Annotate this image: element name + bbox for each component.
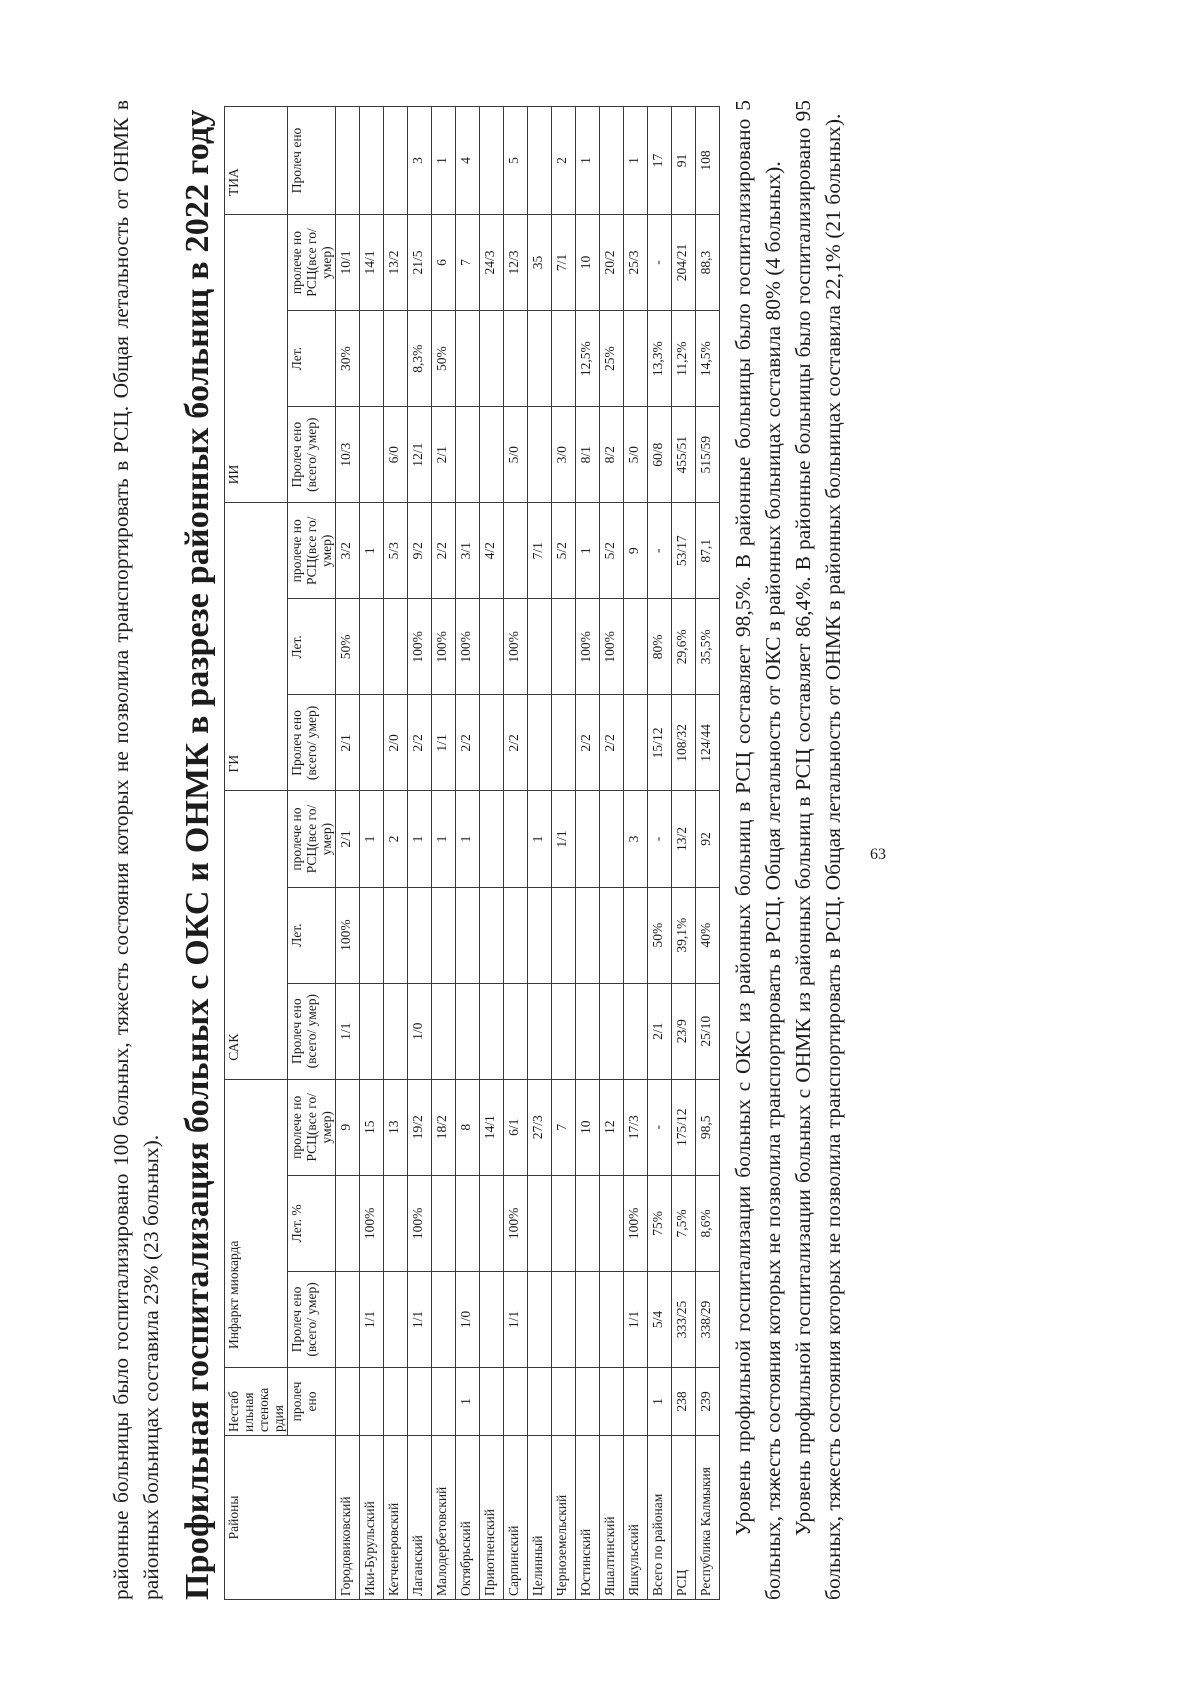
table-cell: 5/0 [504,407,528,503]
table-cell: 6/0 [384,407,408,503]
table-cell [624,887,648,983]
district-name-cell: Кетченеровский [384,1435,408,1599]
table-cell: 1/1 [552,791,576,887]
table-cell: 2/1 [432,407,456,503]
table-cell: 175/12 [672,1079,696,1175]
table-cell: 100% [576,599,600,695]
table-cell [552,887,576,983]
table-cell: 1 [408,791,432,887]
table-cell: 98,5 [696,1079,720,1175]
district-name-cell: Лаганский [408,1435,432,1599]
table-cell: 515/59 [696,407,720,503]
table-cell [552,983,576,1079]
district-name-cell: РСЦ [672,1435,696,1599]
table-cell [336,1175,360,1271]
page-number: 63 [870,846,886,863]
table-row [696,107,720,1600]
table-cell [336,1271,360,1367]
table-cell [480,1175,504,1271]
table-cell: 19/2 [408,1079,432,1175]
table-cell: 1 [624,107,648,215]
table-cell [528,983,552,1079]
table-cell: 100% [456,599,480,695]
table-cell [384,1368,408,1436]
table-cell: 25% [600,311,624,407]
table-cell: 108/32 [672,695,696,791]
table-row [648,107,672,1600]
table-cell: 8/2 [600,407,624,503]
table-cell: 20/2 [600,214,624,310]
table-cell: 9 [336,1079,360,1175]
table-cell: 1/1 [504,1271,528,1367]
table-cell [456,887,480,983]
table-row [600,107,624,1600]
sub-infarct-let: Лет. % [288,1175,336,1271]
table-cell: 6 [432,214,456,310]
sub-tia-treated: Пролеч ено [288,107,336,215]
table-cell [624,599,648,695]
table-cell: 12 [600,1079,624,1175]
table-cell [408,887,432,983]
table-cell [456,311,480,407]
table-cell: 13/2 [672,791,696,887]
table-cell [336,107,360,215]
table-row [672,107,696,1600]
table-cell [360,107,384,215]
table-cell [624,1368,648,1436]
table-cell [528,407,552,503]
table-cell: 1 [432,791,456,887]
district-name-cell: Октябрьский [456,1435,480,1599]
table-cell [456,407,480,503]
table-cell: 40% [696,887,720,983]
table-cell: 8,6% [696,1175,720,1271]
table-cell: 3 [624,791,648,887]
sub-gi-treated: Пролеч ено (всего/ умер) [288,695,336,791]
table-cell: 13/2 [384,214,408,310]
table-cell: 9/2 [408,503,432,599]
table-cell: 1 [360,791,384,887]
table-cell: 10/1 [336,214,360,310]
table-cell [576,887,600,983]
table-cell: 10 [576,214,600,310]
table-cell: 100% [432,599,456,695]
table-cell: 25/10 [696,983,720,1079]
table-cell: 15 [360,1079,384,1175]
table-cell: 2 [552,107,576,215]
table-cell [576,1175,600,1271]
sub-infarct-rsc: пролече но РСЦ(все го/умер) [288,1079,336,1175]
header-infarct: Инфаркт миокарда [225,1079,288,1367]
table-cell: 80% [648,599,672,695]
table-cell: 9 [624,503,648,599]
table-cell: 7 [456,214,480,310]
table-cell: 7/1 [552,214,576,310]
table-cell [552,1271,576,1367]
table-cell: 1 [648,1368,672,1436]
table-cell: - [648,503,672,599]
table-cell [528,1271,552,1367]
table-cell: 21/5 [408,214,432,310]
table-cell: 53/17 [672,503,696,599]
table-cell [432,1368,456,1436]
table-cell: 3/2 [336,503,360,599]
table-cell [360,695,384,791]
district-name-cell: Всего по районам [648,1435,672,1599]
table-cell: 15/12 [648,695,672,791]
table-cell: - [648,791,672,887]
table-cell: 5/3 [384,503,408,599]
table-row [432,107,456,1600]
table-cell: 2/2 [432,503,456,599]
table-cell [576,791,600,887]
header-districts: Районы [225,1435,336,1599]
table-cell [600,107,624,215]
rotated-content [100,100,1060,1600]
table-header-row [225,107,288,1600]
sub-ii-rsc: пролече но РСЦ(все го/умер) [288,214,336,310]
table-cell: 13,3% [648,311,672,407]
table-cell: 2/1 [336,695,360,791]
table-cell: 3/1 [456,503,480,599]
table-cell [360,1368,384,1436]
table-row [576,107,600,1600]
table-cell: - [648,214,672,310]
table-cell: 1/1 [432,695,456,791]
table-cell: 5 [504,107,528,215]
table-cell: 50% [336,599,360,695]
table-cell [480,1368,504,1436]
table-cell: 100% [624,1175,648,1271]
sub-gi-rsc: пролече но РСЦ(все го/умер) [288,503,336,599]
district-name-cell: Яшкульский [624,1435,648,1599]
district-name-cell: Приютненский [480,1435,504,1599]
table-title: Профильная госпитализация больных с ОКС и ОНМК в разрезе районных больниц в 2022 году [179,109,216,1600]
district-name-cell: Республика Калмыкия [696,1435,720,1599]
table-cell: 1/1 [624,1271,648,1367]
table-cell: 30% [336,311,360,407]
table-cell: 1 [456,1368,480,1436]
table-cell [480,983,504,1079]
table-cell: 3/0 [552,407,576,503]
table-cell: 91 [672,107,696,215]
table-cell: 23/9 [672,983,696,1079]
table-cell: 2/2 [576,695,600,791]
sub-ii-treated: Пролеч ено (всего/ умер) [288,407,336,503]
table-cell [528,599,552,695]
table-cell: 17/3 [624,1079,648,1175]
header-tia: ТИА [225,107,288,215]
sub-sak-treated: Пролеч ено (всего/ умер) [288,983,336,1079]
table-cell: 100% [360,1175,384,1271]
table-cell: 12,5% [576,311,600,407]
table-cell: 29,6% [672,599,696,695]
table-cell [432,1175,456,1271]
table-cell: 2 [384,791,408,887]
table-cell [480,695,504,791]
table-row [504,107,528,1600]
table-cell: 5/4 [648,1271,672,1367]
table-cell [576,1271,600,1367]
table-cell: 455/51 [672,407,696,503]
table-cell: 5/2 [552,503,576,599]
table-cell [336,1368,360,1436]
table-cell: 87,1 [696,503,720,599]
table-cell: 1 [576,503,600,599]
table-cell [528,887,552,983]
district-name-cell: Черноземельский [552,1435,576,1599]
table-cell: 35 [528,214,552,310]
header-sak: САК [225,791,288,1079]
table-cell [576,983,600,1079]
table-cell: 1/0 [456,1271,480,1367]
sub-sak-let: Лет. [288,887,336,983]
table-cell: 14/1 [360,214,384,310]
table-cell [384,599,408,695]
table-cell: 1 [432,107,456,215]
table-cell [528,311,552,407]
table-cell: 100% [504,1175,528,1271]
sub-sak-rsc: пролече но РСЦ(все го/умер) [288,791,336,887]
table-row [360,107,384,1600]
table-cell: 2/0 [384,695,408,791]
table-cell: 39,1% [672,887,696,983]
paragraph-onmk: Уровень профильной госпитализации больных с ОНМК из районных больниц в РСЦ составляет 86,4%. В районные больницы было госпитализировано 95 больных, тяжесть состояния которых не позволила транспортировать в РСЦ. Общая летальность от ОНМК в районных больницах составила 22,1% (21 больных). [791,100,845,1600]
paragraph-oks: Уровень профильной госпитализации больных с ОКС из районных больниц в РСЦ составляет 98,5%. В районные больницы было госпитализировано 5 больных, тяжесть состояния которых не позволила транспортировать в РСЦ. Общая летальность от ОКС в районных больницах составила 80% (4 больных). [731,100,785,1600]
table-row [552,107,576,1600]
table-cell: 8 [456,1079,480,1175]
table-cell: 13 [384,1079,408,1175]
table-cell: 2/2 [456,695,480,791]
table-cell [432,983,456,1079]
table-cell [480,599,504,695]
district-name-cell: Городовиковский [336,1435,360,1599]
table-cell [552,1175,576,1271]
table-cell: 3 [408,107,432,215]
table-cell: 7/1 [528,503,552,599]
table-cell [624,311,648,407]
table-body [336,107,720,1600]
table-cell: 1/1 [408,1271,432,1367]
table-cell: 12/1 [408,407,432,503]
table-cell: 6/1 [504,1079,528,1175]
table-row [384,107,408,1600]
table-cell [552,695,576,791]
table-cell: 17 [648,107,672,215]
table-cell: 27/3 [528,1079,552,1175]
table-cell [480,887,504,983]
table-cell [552,1368,576,1436]
table-cell [504,311,528,407]
table-cell: 124/44 [696,695,720,791]
table-cell: 4/2 [480,503,504,599]
table-cell [456,983,480,1079]
table-cell: 18/2 [432,1079,456,1175]
table-row [456,107,480,1600]
table-cell: 35,5% [696,599,720,695]
header-ii: ИИ [225,214,288,502]
table-cell [384,983,408,1079]
table-cell: 239 [696,1368,720,1436]
table-cell [528,107,552,215]
table-cell [360,599,384,695]
table-cell: 108 [696,107,720,215]
table-cell: 10 [576,1079,600,1175]
district-name-cell: Сарпинский [504,1435,528,1599]
table-cell: 8/1 [576,407,600,503]
table-row [528,107,552,1600]
table-cell: 14,5% [696,311,720,407]
table-cell: 2/2 [600,695,624,791]
table-cell [408,1368,432,1436]
table-cell [384,107,408,215]
table-cell [504,1368,528,1436]
table-cell [600,1175,624,1271]
table-cell [552,599,576,695]
table-cell [624,983,648,1079]
table-cell [528,1368,552,1436]
header-gi: ГИ [225,503,288,791]
table-cell [480,311,504,407]
table-cell: - [648,1079,672,1175]
table-row [408,107,432,1600]
table-cell [384,311,408,407]
table-cell: 5/0 [624,407,648,503]
table-cell: 8,3% [408,311,432,407]
district-name-cell: Целинный [528,1435,552,1599]
table-cell: 238 [672,1368,696,1436]
table-cell: 1 [528,791,552,887]
table-cell: 100% [408,1175,432,1271]
table-cell [360,983,384,1079]
hospitalization-table [224,106,720,1600]
table-cell: 5/2 [600,503,624,599]
table-cell: 1 [456,791,480,887]
table-cell [360,887,384,983]
table-cell: 1 [360,503,384,599]
table-cell [360,311,384,407]
table-cell [432,887,456,983]
table-cell [480,407,504,503]
table-cell [384,1175,408,1271]
table-row [624,107,648,1600]
sub-infarct-treated: Пролеч ено (всего/ умер) [288,1271,336,1367]
table-cell: 50% [432,311,456,407]
table-cell [432,1271,456,1367]
table-cell: 338/29 [696,1271,720,1367]
table-cell: 100% [600,599,624,695]
table-cell [624,695,648,791]
table-cell: 7 [552,1079,576,1175]
table-cell: 75% [648,1175,672,1271]
header-nestab: Нестаб ильная стенока рдия [225,1368,288,1436]
table-cell: 1/0 [408,983,432,1079]
table-cell: 100% [408,599,432,695]
intro-paragraph: районные больницы было госпитализировано 100 больных, тяжесть состояния которых не позволила транспортировать в РСЦ. Общая летальность от ОНМК в районных больницах составила 23% (23 больных). [109,100,163,1600]
table-cell [504,983,528,1079]
table-cell: 50% [648,887,672,983]
table-cell [528,1175,552,1271]
sub-nestab-treated: пролеч ено [288,1368,336,1436]
table-cell: 12/3 [504,214,528,310]
table-cell: 14/1 [480,1079,504,1175]
table-cell: 1 [576,107,600,215]
table-cell [384,1271,408,1367]
table-cell [480,1271,504,1367]
sub-gi-let: Лет. [288,599,336,695]
table-cell: 7,5% [672,1175,696,1271]
table-cell: 2/1 [336,791,360,887]
table-cell: 1/1 [360,1271,384,1367]
district-name-cell: Юстинский [576,1435,600,1599]
table-subheader-row [288,107,336,1600]
table-cell: 2/2 [504,695,528,791]
table-cell: 24/3 [480,214,504,310]
table-cell [504,791,528,887]
table-cell [384,887,408,983]
table-cell [456,1175,480,1271]
table-cell [504,887,528,983]
sub-ii-let: Лет. [288,311,336,407]
table-cell: 333/25 [672,1271,696,1367]
table-cell [600,791,624,887]
table-cell: 92 [696,791,720,887]
table-row [336,107,360,1600]
table-cell [504,503,528,599]
table-cell [480,107,504,215]
table-cell: 11,2% [672,311,696,407]
table-cell [600,983,624,1079]
table-cell: 4 [456,107,480,215]
table-row [480,107,504,1600]
table-cell: 2/2 [408,695,432,791]
district-name-cell: Ики-Бурульский [360,1435,384,1599]
table-cell: 204/21 [672,214,696,310]
table-cell [600,887,624,983]
table-cell [600,1368,624,1436]
table-cell: 25/3 [624,214,648,310]
table-cell: 60/8 [648,407,672,503]
table-cell [600,1271,624,1367]
district-name-cell: Малодербетовский [432,1435,456,1599]
table-cell [528,695,552,791]
table-cell: 2/1 [648,983,672,1079]
table-cell: 1/1 [336,983,360,1079]
table-cell: 100% [336,887,360,983]
table-cell [552,311,576,407]
table-cell [360,407,384,503]
district-name-cell: Яшалтинский [600,1435,624,1599]
table-cell [576,1368,600,1436]
table-cell: 100% [504,599,528,695]
table-cell: 88,3 [696,214,720,310]
table-cell [480,791,504,887]
table-cell: 10/3 [336,407,360,503]
